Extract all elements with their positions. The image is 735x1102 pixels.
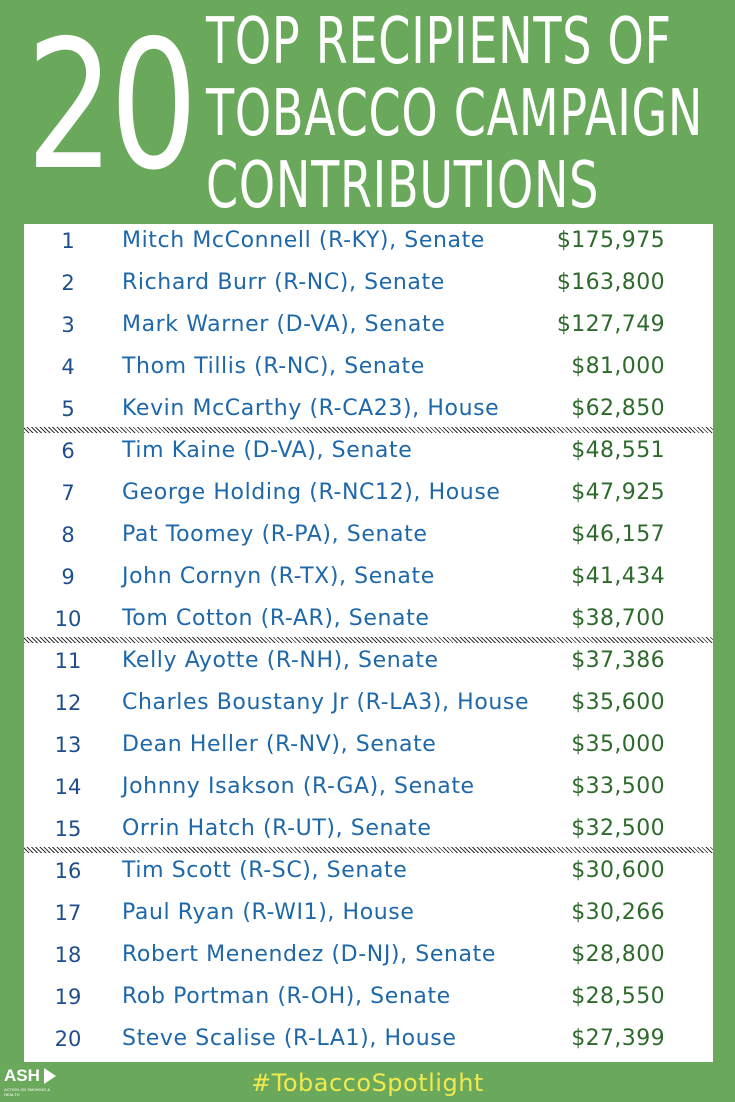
recipient-name: Johnny Isakson (R-GA), Senate <box>122 774 475 799</box>
rank-number: 5 <box>61 397 75 421</box>
table-row <box>24 220 713 262</box>
recipient-name: Mitch McConnell (R-KY), Senate <box>122 228 485 253</box>
recipient-name: Kelly Ayotte (R-NH), Senate <box>122 648 439 673</box>
recipient-name: Tim Kaine (D-VA), Senate <box>122 438 413 463</box>
ash-logo-subtext: ACTION ON SMOKING & HEALTH <box>4 1087 51 1097</box>
table-row <box>24 934 713 976</box>
table-row <box>24 556 713 598</box>
recipients-panel <box>24 224 713 1062</box>
rank-number: 9 <box>61 565 75 589</box>
recipient-name: Pat Toomey (R-PA), Senate <box>122 522 428 547</box>
rank-number: 11 <box>54 649 82 673</box>
rank-number: 17 <box>54 901 82 925</box>
recipient-name: Orrin Hatch (R-UT), Senate <box>122 816 432 841</box>
rank-number: 18 <box>54 943 82 967</box>
rank-number: 2 <box>61 271 75 295</box>
contribution-amount: $37,386 <box>571 648 665 673</box>
recipient-name: Robert Menendez (D-NJ), Senate <box>122 942 496 967</box>
table-row <box>24 766 713 808</box>
ash-logo-text: ASH <box>4 1066 40 1085</box>
big-number-20: 20 <box>26 2 194 209</box>
contribution-amount: $35,600 <box>571 690 665 715</box>
rank-number: 14 <box>54 775 82 799</box>
contribution-amount: $30,600 <box>571 858 665 883</box>
recipient-name: Rob Portman (R-OH), Senate <box>122 984 451 1009</box>
table-row <box>24 976 713 1018</box>
table-row <box>24 682 713 724</box>
contribution-amount: $48,551 <box>571 438 665 463</box>
rank-number: 12 <box>54 691 82 715</box>
title-line-2: TOBACCO CAMPAIGN <box>206 77 704 151</box>
rank-number: 3 <box>61 313 75 337</box>
rank-number: 1 <box>61 229 75 253</box>
contribution-amount: $62,850 <box>571 396 665 421</box>
recipient-name: Richard Burr (R-NC), Senate <box>122 270 445 295</box>
recipient-name: Kevin McCarthy (R-CA23), House <box>122 396 500 421</box>
rank-number: 16 <box>54 859 82 883</box>
contribution-amount: $30,266 <box>571 900 665 925</box>
contribution-amount: $41,434 <box>571 564 665 589</box>
hashtag: #TobaccoSpotlight <box>251 1069 484 1097</box>
contribution-amount: $28,550 <box>571 984 665 1009</box>
recipient-name: Steve Scalise (R-LA1), House <box>122 1026 457 1051</box>
rank-number: 20 <box>54 1027 82 1051</box>
contribution-amount: $127,749 <box>556 312 665 337</box>
rank-number: 15 <box>54 817 82 841</box>
rank-number: 10 <box>54 607 82 631</box>
table-row <box>24 346 713 388</box>
table-row <box>24 430 713 472</box>
contribution-amount: $32,500 <box>571 816 665 841</box>
title-line-3: CONTRIBUTIONS <box>206 149 600 223</box>
contribution-amount: $47,925 <box>571 480 665 505</box>
recipient-name: Mark Warner (D-VA), Senate <box>122 312 446 337</box>
recipient-name: Thom Tillis (R-NC), Senate <box>122 354 425 379</box>
table-row <box>24 388 713 430</box>
recipient-name: Charles Boustany Jr (R-LA3), House <box>122 690 530 715</box>
recipient-name: Tom Cotton (R-AR), Senate <box>122 606 430 631</box>
table-row <box>24 640 713 682</box>
recipient-name: Tim Scott (R-SC), Senate <box>122 858 408 883</box>
title-line-1: TOP RECIPIENTS OF <box>206 5 672 79</box>
contribution-amount: $27,399 <box>571 1026 665 1051</box>
recipient-name: Dean Heller (R-NV), Senate <box>122 732 437 757</box>
rank-number: 13 <box>54 733 82 757</box>
rank-number: 7 <box>61 481 75 505</box>
table-row <box>24 850 713 892</box>
table-row <box>24 808 713 850</box>
contribution-amount: $35,000 <box>571 732 665 757</box>
table-row <box>24 472 713 514</box>
contribution-amount: $38,700 <box>571 606 665 631</box>
table-row <box>24 598 713 640</box>
rank-number: 8 <box>61 523 75 547</box>
contribution-amount: $81,000 <box>571 354 665 379</box>
table-row <box>24 304 713 346</box>
rank-number: 6 <box>61 439 75 463</box>
table-row <box>24 1018 713 1060</box>
rank-number: 4 <box>61 355 75 379</box>
recipient-name: George Holding (R-NC12), House <box>122 480 501 505</box>
table-row <box>24 262 713 304</box>
table-row <box>24 514 713 556</box>
contribution-amount: $163,800 <box>556 270 665 295</box>
contribution-amount: $33,500 <box>571 774 665 799</box>
table-row <box>24 892 713 934</box>
page-title <box>206 6 726 222</box>
table-row <box>24 724 713 766</box>
contribution-amount: $175,975 <box>556 228 665 253</box>
rank-number: 19 <box>54 985 82 1009</box>
contribution-amount: $46,157 <box>571 522 665 547</box>
recipient-name: John Cornyn (R-TX), Senate <box>122 564 435 589</box>
contribution-amount: $28,800 <box>571 942 665 967</box>
recipient-name: Paul Ryan (R-WI1), House <box>122 900 415 925</box>
